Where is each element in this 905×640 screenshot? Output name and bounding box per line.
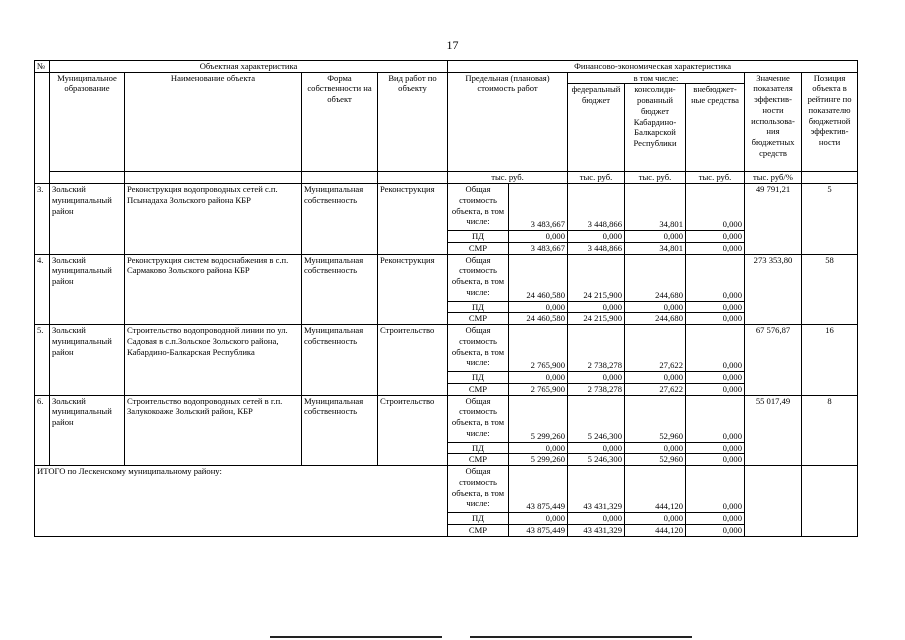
object-name-cell: Строительство водопроводной линии по ул. Садовая в с.п.Зольское Зольского района, Кабардино-Балкарская Республика [125, 325, 302, 395]
total-cost-label: Общая стоимость объекта, в том числе: [448, 184, 509, 231]
amount-cell: 3 483,667 [509, 242, 568, 254]
amount-cell: 0,000 [625, 442, 686, 454]
object-name-cell: Реконструкция водопроводных сетей с.п. Псынадаха Зольского района КБР [125, 184, 302, 254]
row-number: 3. [35, 184, 50, 254]
unit-label-pct: тыс. руб/% [745, 172, 802, 184]
total-row [35, 466, 858, 513]
amount-cell: 0,000 [509, 513, 568, 525]
amount-cell: 0,000 [686, 254, 745, 301]
pd-label: ПД [448, 301, 509, 313]
amount-cell: 43 431,329 [568, 466, 625, 513]
amount-cell: 2 765,900 [509, 383, 568, 395]
amount-cell: 52,960 [625, 454, 686, 466]
table-row [35, 254, 858, 301]
amount-cell: 5 299,260 [509, 454, 568, 466]
header-efficiency: Значение показателя эффектив-ности использова-ния бюджетных средств [745, 72, 802, 172]
total-cost-label: Общая стоимость объекта, в том числе: [448, 325, 509, 372]
smr-label: СМР [448, 313, 509, 325]
unit-label: тыс. руб. [625, 172, 686, 184]
position-cell: 5 [802, 184, 858, 254]
header-ownership: Форма собственности на объект [302, 72, 378, 172]
ownership-cell: Муниципальная собственность [302, 254, 378, 324]
smr-label: СМР [448, 454, 509, 466]
table-row [35, 184, 858, 231]
amount-cell: 0,000 [686, 231, 745, 243]
header-including: в том числе: [568, 72, 745, 84]
efficiency-cell: 49 791,21 [745, 184, 802, 254]
header-financial-characteristic: Финансово-экономическая характеристика [448, 61, 858, 73]
amount-cell: 0,000 [686, 325, 745, 372]
total-cost-label: Общая стоимость объекта, в том числе: [448, 254, 509, 301]
amount-cell: 3 448,866 [568, 242, 625, 254]
total-cost-label: Общая стоимость объекта, в том числе: [448, 395, 509, 442]
efficiency-cell: 67 576,87 [745, 325, 802, 395]
amount-cell: 0,000 [509, 231, 568, 243]
amount-cell: 24 215,900 [568, 254, 625, 301]
table-row [35, 395, 858, 442]
amount-cell: 0,000 [686, 372, 745, 384]
amount-cell: 0,000 [686, 383, 745, 395]
object-name-cell: Реконструкция систем водоснабжения в с.п. Сармаково Зольского района КБР [125, 254, 302, 324]
header-work-type: Вид работ по объекту [378, 72, 448, 172]
amount-cell: 2 738,278 [568, 383, 625, 395]
amount-cell: 0,000 [686, 301, 745, 313]
amount-cell: 0,000 [686, 524, 745, 536]
amount-cell: 0,000 [686, 466, 745, 513]
amount-cell: 0,000 [686, 454, 745, 466]
smr-label: СМР [448, 242, 509, 254]
amount-cell: 5 246,300 [568, 454, 625, 466]
amount-cell: 24 460,580 [509, 254, 568, 301]
amount-cell: 2 765,900 [509, 325, 568, 372]
row-number: 6. [35, 395, 50, 465]
amount-cell: 24 460,580 [509, 313, 568, 325]
pd-label: ПД [448, 442, 509, 454]
amount-cell: 0,000 [568, 442, 625, 454]
amount-cell: 43 875,449 [509, 466, 568, 513]
amount-cell: 24 215,900 [568, 313, 625, 325]
ownership-cell: Муниципальная собственность [302, 395, 378, 465]
smr-label: СМР [448, 524, 509, 536]
amount-cell: 0,000 [686, 184, 745, 231]
efficiency-cell: 55 017,49 [745, 395, 802, 465]
municipality-cell: Зольский муниципальный район [50, 325, 125, 395]
scan-edge-line [470, 636, 692, 638]
amount-cell: 0,000 [568, 301, 625, 313]
unit-label: тыс. руб. [686, 172, 745, 184]
scan-edge-line [270, 636, 442, 638]
amount-cell: 444,120 [625, 466, 686, 513]
pd-label: ПД [448, 513, 509, 525]
amount-cell: 0,000 [686, 395, 745, 442]
municipality-cell: Зольский муниципальный район [50, 395, 125, 465]
amount-cell: 34,801 [625, 242, 686, 254]
row-number: 5. [35, 325, 50, 395]
amount-cell: 0,000 [686, 242, 745, 254]
amount-cell: 34,801 [625, 184, 686, 231]
table-row [35, 325, 858, 372]
header-no: № [35, 61, 50, 73]
header-consolidated: консолиди-рованный бюджет Кабардино-Балкарской Республики [625, 84, 686, 172]
unit-label: тыс. руб. [568, 172, 625, 184]
header-position: Позиция объекта в рейтинге по показателю бюджетной эффектив-ности [802, 72, 858, 172]
row-number: 4. [35, 254, 50, 324]
ownership-cell: Муниципальная собственность [302, 184, 378, 254]
municipality-cell: Зольский муниципальный район [50, 254, 125, 324]
amount-cell: 0,000 [568, 372, 625, 384]
amount-cell: 43 875,449 [509, 524, 568, 536]
position-cell: 16 [802, 325, 858, 395]
unit-label: тыс. руб. [448, 172, 568, 184]
amount-cell: 0,000 [509, 301, 568, 313]
amount-cell: 0,000 [686, 313, 745, 325]
amount-cell: 3 448,866 [568, 184, 625, 231]
amount-cell: 5 246,300 [568, 395, 625, 442]
amount-cell: 0,000 [686, 513, 745, 525]
header-municipality: Муниципальное образование [50, 72, 125, 172]
amount-cell: 43 431,329 [568, 524, 625, 536]
amount-cell: 244,680 [625, 313, 686, 325]
amount-cell: 5 299,260 [509, 395, 568, 442]
header-object-name: Наименование объекта [125, 72, 302, 172]
page-number: 17 [446, 38, 459, 52]
financial-table [34, 60, 858, 537]
amount-cell: 0,000 [686, 442, 745, 454]
object-name-cell: Строительство водопроводных сетей в г.п. Залукокоаже Зольский район, КБР [125, 395, 302, 465]
amount-cell: 52,960 [625, 395, 686, 442]
grand-total-label: ИТОГО по Лескенскому муниципальному району: [35, 466, 448, 536]
amount-cell: 0,000 [568, 231, 625, 243]
smr-label: СМР [448, 383, 509, 395]
amount-cell: 0,000 [509, 442, 568, 454]
amount-cell: 27,622 [625, 383, 686, 395]
header-federal: федеральный бюджет [568, 84, 625, 172]
header-max-cost: Предельная (плановая) стоимость работ [448, 72, 568, 172]
work-type-cell: Реконструкция [378, 254, 448, 324]
amount-cell: 3 483,667 [509, 184, 568, 231]
amount-cell: 0,000 [568, 513, 625, 525]
pd-label: ПД [448, 231, 509, 243]
amount-cell: 444,120 [625, 524, 686, 536]
position-cell: 58 [802, 254, 858, 324]
amount-cell: 0,000 [625, 301, 686, 313]
amount-cell: 0,000 [625, 372, 686, 384]
work-type-cell: Реконструкция [378, 184, 448, 254]
position-cell: 8 [802, 395, 858, 465]
work-type-cell: Строительство [378, 395, 448, 465]
header-extrabudget: внебюджет-ные средства [686, 84, 745, 172]
amount-cell: 0,000 [625, 513, 686, 525]
amount-cell: 2 738,278 [568, 325, 625, 372]
ownership-cell: Муниципальная собственность [302, 325, 378, 395]
amount-cell: 27,622 [625, 325, 686, 372]
municipality-cell: Зольский муниципальный район [50, 184, 125, 254]
amount-cell: 0,000 [509, 372, 568, 384]
pd-label: ПД [448, 372, 509, 384]
header-object-characteristic: Объектная характеристика [50, 61, 448, 73]
amount-cell: 244,680 [625, 254, 686, 301]
total-cost-label: Общая стоимость объекта, в том числе: [448, 466, 509, 513]
efficiency-cell: 273 353,80 [745, 254, 802, 324]
amount-cell: 0,000 [625, 231, 686, 243]
work-type-cell: Строительство [378, 325, 448, 395]
